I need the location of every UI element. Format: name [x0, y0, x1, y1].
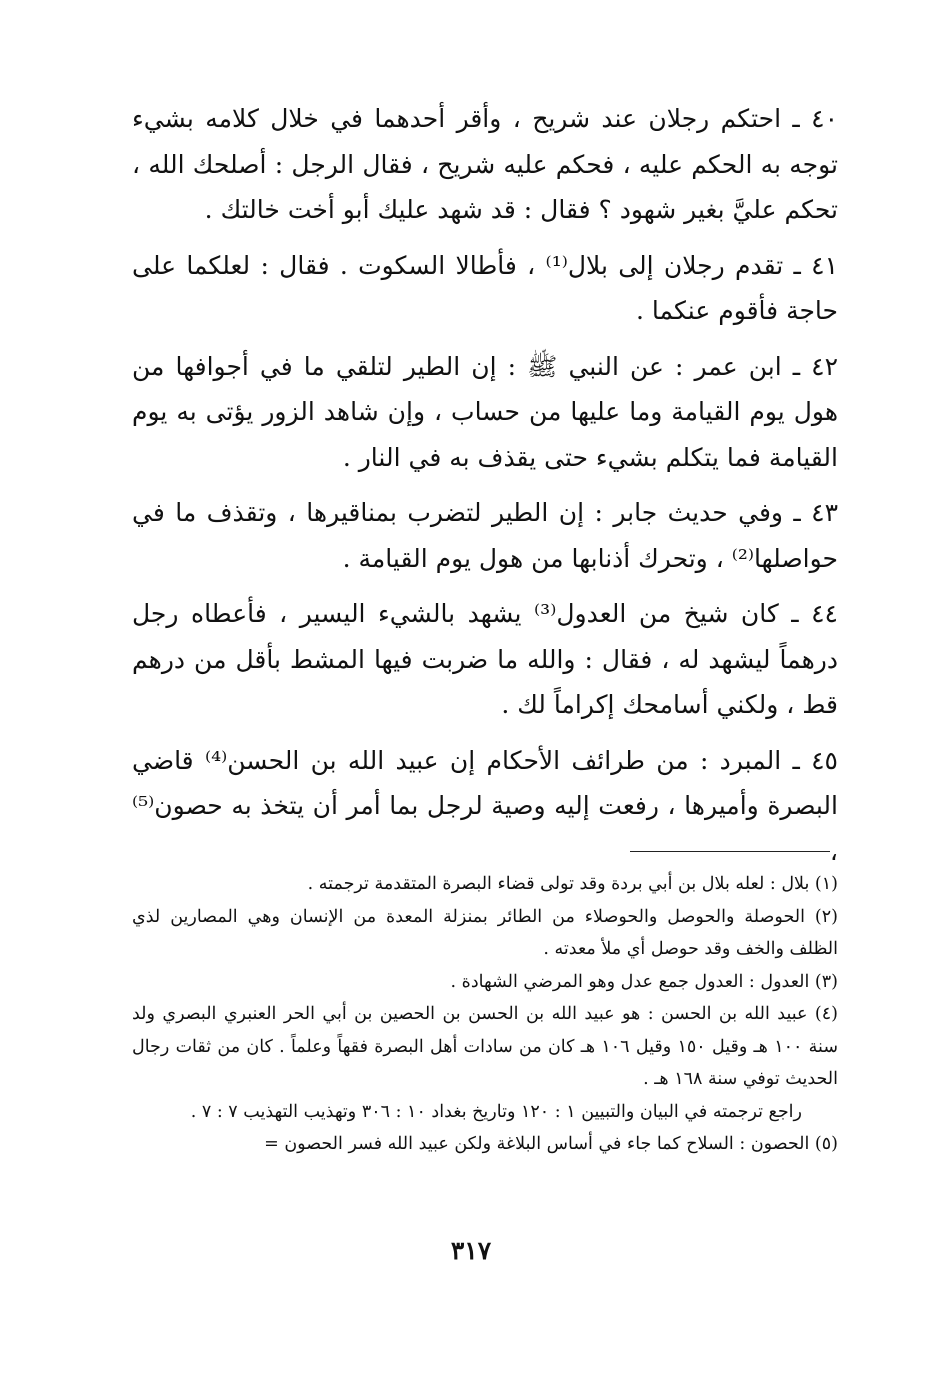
- footnote-4-reference: راجع ترجمته في البيان والتبيين ١ : ١٢٠ وتاريخ بغداد ١٠ : ٣٠٦ وتهذيب التهذيب ٧ : ٧ .: [190, 1101, 802, 1122]
- page-number: ٣١٧: [450, 1236, 492, 1265]
- paragraph-44: ٤٤ ـ كان شيخ من العدول⁽³⁾ يشهد بالشيء اليسير ، فأعطاه رجل درهماً ليشهد له ، فقال : والله ما ضربت فيها المشط بأقل من درهم قط ، ولكني أسامحك إكراماً لك .: [132, 599, 838, 719]
- footnote-3: (٣) العدول : العدول جمع عدل وهو المرضي الشهادة .: [450, 971, 838, 992]
- footnote-4: (٤) عبيد الله بن الحسن : هو عبيد الله بن الحسن بن الحصين بن أبي الحر العنبري البصري ولد سنة ١٠٠ هـ وقيل ١٥٠ وقيل ١٠٦ هـ كان من سادات أهل البصرة فقهاً وعلماً . كان من ثقات رجال الحديث توفي سنة ١٦٨ هـ .: [132, 1004, 838, 1089]
- footnotes: [132, 868, 838, 1161]
- paragraph-43: ٤٣ ـ وفي حديث جابر : إن الطير لتضرب بمناقيرها ، وتقذف ما في حواصلها⁽²⁾ ، وتحرك أذنابها من هول يوم القيامة .: [132, 498, 838, 573]
- paragraph-41: ٤١ ـ تقدم رجلان إلى بلال⁽¹⁾ ، فأطالا السكوت . فقال : لعلكما على حاجة فأقوم عنكما .: [132, 250, 838, 325]
- paragraph-42: ٤٢ ـ ابن عمر : عن النبي ﷺ : إن الطير لتلقي ما في أجوافها من هول يوم القيامة وما عليها من حساب ، وإن شاهد الزور يؤتى به يوم القيامة فما يتكلم بشيء حتى يقذف به في النار .: [132, 351, 838, 472]
- main-text: [132, 96, 838, 884]
- footnote-divider: [630, 851, 830, 852]
- footnote-1: (١) بلال : لعله بلال بن أبي بردة وقد تولى قضاء البصرة المتقدمة ترجمته .: [307, 874, 838, 894]
- footnote-2: (٢) الحوصلة والحوصل والحوصلاء من الطائر بمنزلة المعدة من الإنسان وهي المصارين لذي الظلف والخف وقد حوصل أي ملأ معدته .: [132, 906, 838, 959]
- paragraph-40: ٤٠ ـ احتكم رجلان عند شريح ، وأقر أحدهما في خلال كلامه بشيء توجه به الحكم عليه ، فحكم عليه شريح ، فقال الرجل : أصلحك الله ، تحكم عليَّ بغير شهود ؟ فقال : قد شهد عليك أبو أخت خالتك .: [132, 104, 838, 224]
- footnote-5: (٥) الحصون : السلاح كما جاء في أساس البلاغة ولكن عبيد الله فسر الحصون =: [264, 1134, 838, 1154]
- paragraph-45: ٤٥ ـ المبرد : من طرائف الأحكام إن عبيد الله بن الحسن⁽⁴⁾ قاضي البصرة وأميرها ، رفعت إليه وصية لرجل بما أمر أن يتخذ به حصون⁽⁵⁾ ،: [132, 745, 838, 866]
